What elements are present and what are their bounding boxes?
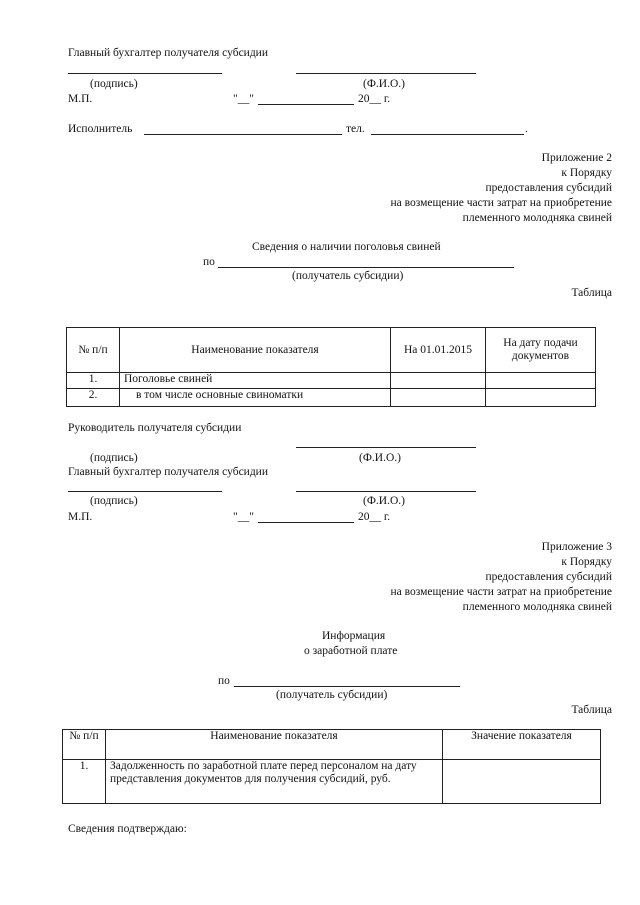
appendix3-recipient-line xyxy=(234,686,460,687)
head-label: Руководитель получателя субсидии xyxy=(68,422,242,434)
appendix3-po: по xyxy=(218,675,230,687)
signature-caption: (подпись) xyxy=(90,78,138,90)
signature-caption-2: (подпись) xyxy=(90,495,138,507)
header-date2: На дату подачи документов xyxy=(486,328,596,373)
end-dot: . xyxy=(525,123,528,135)
table-header-row xyxy=(67,328,596,373)
salary-table xyxy=(62,729,601,804)
row-value-1[interactable] xyxy=(391,373,486,389)
signature-line xyxy=(68,73,222,74)
chief-accountant-label: Главный бухгалтер получателя субсидии xyxy=(68,47,268,59)
row-num: 1. xyxy=(63,760,106,804)
appendix3-recipient-caption: (получатель субсидии) xyxy=(276,689,388,701)
row-value[interactable] xyxy=(443,760,601,804)
appendix2-title: Сведения о наличии поголовья свиней xyxy=(252,241,441,253)
executor-line xyxy=(144,134,342,135)
appendix3-line-4: на возмещение части затрат на приобретение xyxy=(390,586,612,598)
table-row xyxy=(67,389,596,407)
appendix2-po: по xyxy=(203,256,215,268)
row-value-2[interactable] xyxy=(486,373,596,389)
appendix3-line-1: Приложение 3 xyxy=(541,541,612,553)
date-year: 20__ г. xyxy=(358,93,391,105)
fio-line-2 xyxy=(296,491,476,492)
signature-line-2 xyxy=(68,491,222,492)
table-row xyxy=(63,760,601,804)
appendix3-line-3: предоставления субсидий xyxy=(485,571,612,583)
appendix3-line-5: племенного молодняка свиней xyxy=(462,601,612,613)
appendix2-table-label: Таблица xyxy=(571,287,612,299)
row-name: Поголовье свиней xyxy=(120,373,391,389)
header-value: Значение показателя xyxy=(443,730,601,760)
table-row xyxy=(67,373,596,389)
tel-label: тел. xyxy=(346,123,365,135)
table-header-row xyxy=(63,730,601,760)
date-day-2: "__" xyxy=(233,511,254,523)
tel-line xyxy=(371,134,524,135)
confirm-label: Сведения подтверждаю: xyxy=(68,823,187,835)
head-signature-caption: (подпись) xyxy=(90,452,138,464)
stamp-label: М.П. xyxy=(68,93,93,105)
appendix2-recipient-line xyxy=(218,267,514,268)
executor-label: Исполнитель xyxy=(68,123,133,135)
appendix2-line-1: Приложение 2 xyxy=(541,152,612,164)
date-year-2: 20__ г. xyxy=(358,511,391,523)
date-month-line-2 xyxy=(258,522,354,523)
fio-caption: (Ф.И.О.) xyxy=(363,78,405,90)
date-month-line xyxy=(258,104,354,105)
appendix2-line-3: предоставления субсидий xyxy=(485,182,612,194)
row-num: 2. xyxy=(67,389,120,407)
row-num: 1. xyxy=(67,373,120,389)
header-num: № п/п xyxy=(67,328,120,373)
header-date1: На 01.01.2015 xyxy=(391,328,486,373)
appendix2-recipient-caption: (получатель субсидии) xyxy=(292,270,404,282)
date-day: "__" xyxy=(233,93,254,105)
header-name: Наименование показателя xyxy=(120,328,391,373)
head-fio-caption: (Ф.И.О.) xyxy=(359,452,401,464)
appendix3-title-2: о заработной плате xyxy=(304,645,398,657)
appendix2-line-5: племенного молодняка свиней xyxy=(462,212,612,224)
appendix3-title-1: Информация xyxy=(322,630,386,642)
fio-line xyxy=(296,73,476,74)
row-value-2[interactable] xyxy=(486,389,596,407)
header-name: Наименование показателя xyxy=(106,730,443,760)
pigs-table xyxy=(66,327,596,407)
fio-caption-2: (Ф.И.О.) xyxy=(363,495,405,507)
appendix2-line-2: к Порядку xyxy=(561,167,612,179)
chief-accountant-label-2: Главный бухгалтер получателя субсидии xyxy=(68,466,268,478)
stamp-label-2: М.П. xyxy=(68,511,93,523)
row-name: Задолженность по заработной плате перед персоналом на дату представления документов для получения субсидий, руб. xyxy=(106,760,443,804)
header-num: № п/п xyxy=(63,730,106,760)
head-fio-line xyxy=(296,447,476,448)
appendix3-line-2: к Порядку xyxy=(561,556,612,568)
appendix3-table-label: Таблица xyxy=(571,704,612,716)
appendix2-line-4: на возмещение части затрат на приобретение xyxy=(390,197,612,209)
row-value-1[interactable] xyxy=(391,389,486,407)
row-name: в том числе основные свиноматки xyxy=(120,389,391,407)
